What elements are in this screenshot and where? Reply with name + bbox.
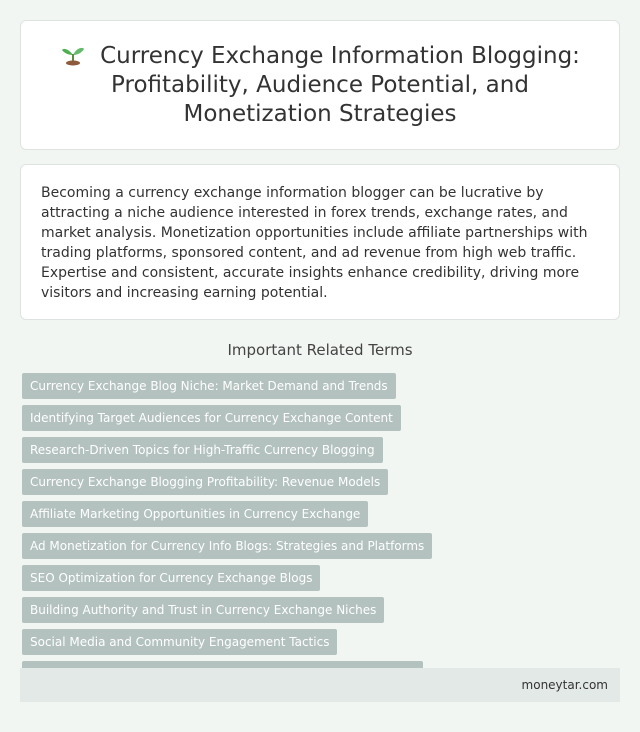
term-tag[interactable]: Ad Monetization for Currency Info Blogs: Strategies and Platforms [22,533,432,559]
term-tag[interactable]: Research-Driven Topics for High-Traffic Currency Blogging [22,437,383,463]
page-title-text: Currency Exchange Information Blogging: Profitability, Audience Potential, and Monetization Strategies [100,42,580,127]
term-tag[interactable]: Identifying Target Audiences for Currency Exchange Content [22,405,401,431]
footer-site-link[interactable]: moneytar.com [521,678,608,692]
related-terms-heading: Important Related Terms [227,341,413,359]
term-tag[interactable]: Social Media and Community Engagement Tactics [22,629,337,655]
intro-card [20,164,620,320]
term-tag[interactable]: Building Authority and Trust in Currency Exchange Niches [22,597,384,623]
term-tag[interactable]: SEO Optimization for Currency Exchange Blogs [22,565,320,591]
intro-paragraph: Becoming a currency exchange information blogger can be lucrative by attracting a niche audience interested in forex trends, exchange rates, and market analysis. Monetization opportunities include affiliate partnerships with trading platforms, sponsored content, and ad revenue from high web traffic. Expertise and consistent, accurate insights enhance credibility, driving more visitors and increasing earning potential. [41,185,588,301]
related-terms-list [22,373,622,687]
term-tag[interactable]: Affiliate Marketing Opportunities in Currency Exchange [22,501,368,527]
term-tag[interactable]: Currency Exchange Blog Niche: Market Demand and Trends [22,373,396,399]
page-title [49,42,591,129]
term-tag[interactable]: Currency Exchange Blogging Profitability: Revenue Models [22,469,388,495]
footer [20,668,620,702]
title-card [20,20,620,150]
sprout-icon [60,44,86,66]
